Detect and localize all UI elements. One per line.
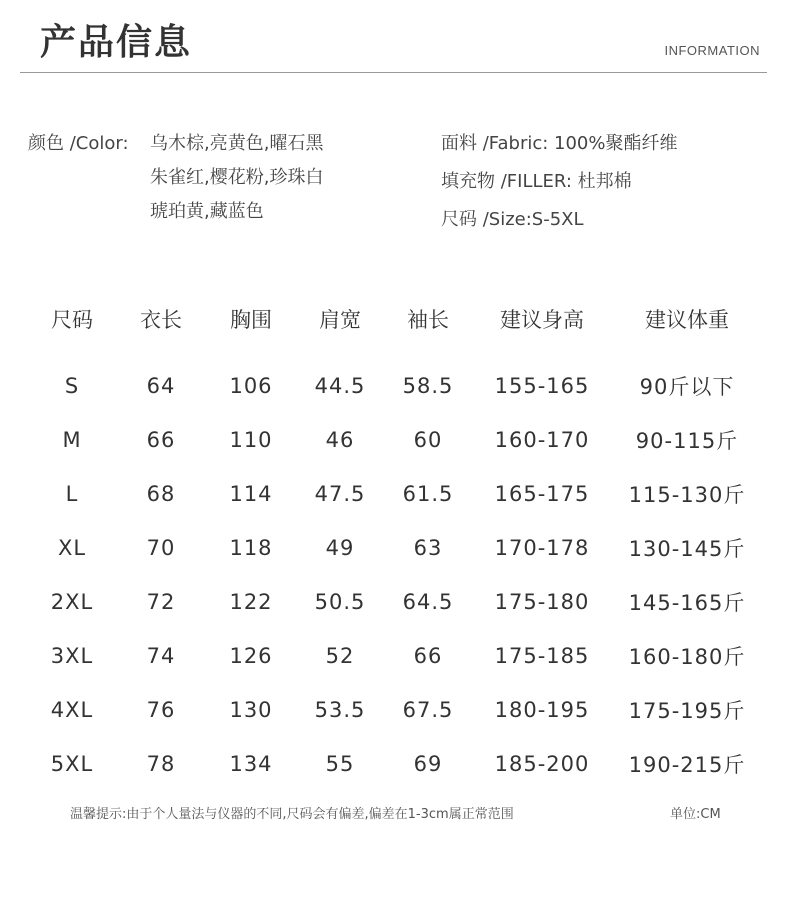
table-cell: 170-178 [494,536,590,560]
column-header: 袖长 [407,308,449,332]
unit-label: 单位:CM [670,807,721,822]
color-label: 颜色 /Color: [28,133,129,154]
color-line: 乌木棕,亮黄色,曜石黑 [150,133,324,154]
column-header: 建议身高 [500,308,584,332]
table-cell: 47.5 [314,482,366,506]
column-header: 建议体重 [645,308,729,332]
table-cell: XL [57,536,87,560]
column-header: 尺码 [51,308,93,332]
table-cell: 175-195斤 [628,699,746,723]
table-cell: 122 [229,590,273,614]
table-row [28,629,762,683]
table-cell: 106 [229,374,273,398]
table-cell: 74 [146,644,176,668]
table-cell: 134 [229,752,273,776]
table-cell: 190-215斤 [628,753,746,777]
table-cell: 115-130斤 [628,483,746,507]
table-cell: M [62,428,82,452]
header-divider [20,72,767,73]
table-cell: 110 [229,428,273,452]
table-cell: 63 [413,536,443,560]
table-cell: 46 [325,428,355,452]
table-cell: 155-165 [494,374,590,398]
table-cell: 64 [146,374,176,398]
table-row [28,737,762,791]
table-cell: 78 [146,752,176,776]
size-range-text: 尺码 /Size:S-5XL [441,209,584,230]
table-cell: 160-170 [494,428,590,452]
page-title: 产品信息 [40,22,193,63]
table-cell: L [65,482,79,506]
table-cell: 49 [325,536,355,560]
table-body [28,359,762,791]
table-cell: 130 [229,698,273,722]
column-header: 衣长 [140,308,182,332]
table-cell: 64.5 [402,590,454,614]
table-cell: S [64,374,80,398]
fabric-text: 面料 /Fabric: 100%聚酯纤维 [441,133,678,154]
table-row [28,575,762,629]
table-cell: 55 [325,752,355,776]
measurement-note: 温馨提示:由于个人量法与仪器的不同,尺码会有偏差,偏差在1-3cm属正常范围 [70,807,514,822]
table-cell: 130-145斤 [628,537,746,561]
table-cell: 114 [229,482,273,506]
table-cell: 60 [413,428,443,452]
table-cell: 90斤以下 [639,375,735,399]
table-cell: 68 [146,482,176,506]
table-cell: 50.5 [314,590,366,614]
table-cell: 90-115斤 [635,429,739,453]
table-cell: 66 [146,428,176,452]
table-cell: 5XL [50,752,94,776]
table-row [28,683,762,737]
table-cell: 165-175 [494,482,590,506]
table-cell: 118 [229,536,273,560]
color-info [28,126,324,222]
color-values [150,126,323,228]
table-cell: 52 [325,644,355,668]
table-row [28,413,762,467]
table-cell: 70 [146,536,176,560]
table-row [28,521,762,575]
table-cell: 69 [413,752,443,776]
table-cell: 145-165斤 [628,591,746,615]
table-cell: 175-180 [494,590,590,614]
table-cell: 72 [146,590,176,614]
table-cell: 126 [229,644,273,668]
material-info [441,126,678,240]
table-cell: 160-180斤 [628,645,746,669]
size-table [28,292,762,791]
table-row [28,467,762,521]
table-cell: 58.5 [402,374,454,398]
table-cell: 66 [413,644,443,668]
table-cell: 3XL [50,644,94,668]
table-cell: 2XL [50,590,94,614]
table-cell: 44.5 [314,374,366,398]
column-header: 胸围 [230,308,272,332]
table-header-row [28,292,762,359]
table-cell: 76 [146,698,176,722]
table-cell: 175-185 [494,644,590,668]
color-line: 朱雀红,樱花粉,珍珠白 [150,167,324,188]
column-header: 肩宽 [319,308,361,332]
page-subtitle: INFORMATION [664,43,760,58]
color-line: 琥珀黄,藏蓝色 [150,201,264,222]
table-row [28,359,762,413]
table-cell: 53.5 [314,698,366,722]
table-cell: 4XL [50,698,94,722]
table-cell: 185-200 [494,752,590,776]
table-cell: 61.5 [402,482,454,506]
table-cell: 180-195 [494,698,590,722]
filler-text: 填充物 /FILLER: 杜邦棉 [441,171,632,192]
table-cell: 67.5 [402,698,454,722]
